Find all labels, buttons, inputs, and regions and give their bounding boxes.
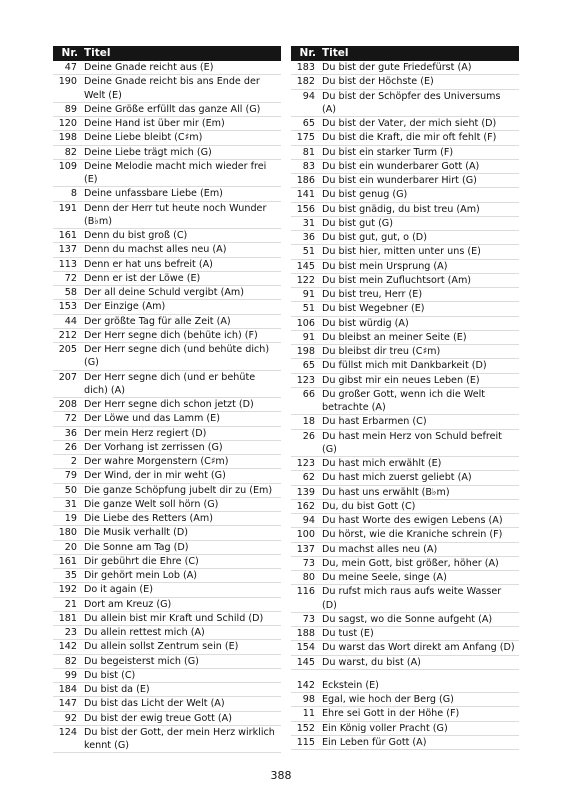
table-header xyxy=(291,46,519,61)
song-title: Du tust (E) xyxy=(322,628,374,639)
song-title: Du meine Seele, singe (A) xyxy=(322,572,447,583)
song-number: 36 xyxy=(64,427,77,439)
song-number: 20 xyxy=(64,541,77,553)
song-title: Die ganze Welt soll hörn (G) xyxy=(84,498,219,510)
song-number: 198 xyxy=(296,346,315,357)
song-number: 145 xyxy=(296,260,315,272)
song-title: Die Liebe des Retters (Am) xyxy=(84,513,213,524)
table-row xyxy=(53,146,281,160)
table-row xyxy=(291,736,519,750)
index-column-right xyxy=(291,46,519,750)
song-number: 23 xyxy=(64,627,77,638)
table-row xyxy=(291,260,519,274)
song-title: Denn er ist der Löwe (E) xyxy=(84,272,201,284)
song-number: 190 xyxy=(58,76,77,88)
table-row xyxy=(291,585,519,613)
song-title: Deine Melodie macht mich wieder frei (E) xyxy=(84,160,267,185)
table-row xyxy=(291,90,519,118)
table-row xyxy=(53,286,281,300)
song-title: Du bist ein wunderbarer Hirt (G) xyxy=(322,175,477,186)
song-title: Du bist (C) xyxy=(84,669,136,681)
song-title: Du gibst mir ein neues Leben (E) xyxy=(322,374,480,386)
song-title: Du großer Gott, wenn ich die Welt betrachte (A) xyxy=(322,388,486,413)
song-title: Du füllst mich mit Dankbarkeit (D) xyxy=(322,360,487,372)
song-number: 142 xyxy=(58,641,77,653)
song-number: 120 xyxy=(58,118,77,129)
table-row xyxy=(291,75,519,89)
song-number: 123 xyxy=(296,458,315,469)
song-number: 94 xyxy=(302,515,315,526)
song-title: Der Herr segne dich (behüte ich) (F) xyxy=(84,329,258,341)
table-row xyxy=(53,371,281,399)
song-number: 89 xyxy=(64,103,77,115)
table-row xyxy=(53,329,281,343)
song-number: 145 xyxy=(296,656,315,668)
table-row xyxy=(291,331,519,345)
song-number: 115 xyxy=(296,736,315,748)
song-title: Du bist ein wunderbarer Gott (A) xyxy=(322,160,480,172)
song-number: 72 xyxy=(64,413,77,425)
song-number: 198 xyxy=(58,132,77,144)
table-row xyxy=(53,117,281,131)
song-number: 82 xyxy=(64,146,77,158)
table-row xyxy=(291,641,519,655)
song-number: 175 xyxy=(296,132,315,144)
table-row xyxy=(291,203,519,217)
song-number: 62 xyxy=(302,472,315,484)
song-title: Du bist genug (G) xyxy=(322,189,408,201)
song-title: Do it again (E) xyxy=(84,584,153,596)
table-row xyxy=(291,693,519,707)
song-number: 142 xyxy=(296,679,315,691)
song-number: 152 xyxy=(296,722,315,734)
table-row xyxy=(53,412,281,426)
table-row xyxy=(291,131,519,145)
table-row xyxy=(53,526,281,540)
song-number: 207 xyxy=(58,371,77,383)
song-title: Du hast mein Herz von Schuld befreit (G) xyxy=(322,430,502,455)
song-title: Du bist mein Zufluchtsort (Am) xyxy=(322,274,472,286)
song-title: Du bist der Höchste (E) xyxy=(322,76,434,88)
table-row xyxy=(53,61,281,75)
song-number: 31 xyxy=(64,498,77,510)
header-nr: Nr. xyxy=(299,47,316,59)
song-title: Du hörst, wie die Kraniche schrein (F) xyxy=(322,529,503,541)
song-number: 51 xyxy=(302,246,315,258)
song-number: 186 xyxy=(296,175,315,186)
song-number: 66 xyxy=(302,388,315,400)
song-title: Du hast Erbarmen (C) xyxy=(322,416,427,428)
song-title: Denn du bist groß (C) xyxy=(84,230,188,241)
table-row xyxy=(53,160,281,188)
song-title: Du bist das Licht der Welt (A) xyxy=(84,698,225,710)
table-row xyxy=(53,427,281,441)
song-title: Der Löwe und das Lamm (E) xyxy=(84,413,220,425)
song-title: Der Vorhang ist zerrissen (G) xyxy=(84,441,223,453)
song-number: 139 xyxy=(296,486,315,498)
song-title: Du sagst, wo die Sonne aufgeht (A) xyxy=(322,613,493,625)
table-row xyxy=(291,160,519,174)
table-row xyxy=(53,683,281,697)
table-row xyxy=(53,655,281,669)
table-row xyxy=(53,258,281,272)
table-row xyxy=(53,343,281,371)
table-row xyxy=(291,571,519,585)
table-row xyxy=(53,103,281,117)
song-title: Ehre sei Gott in der Höhe (F) xyxy=(322,708,460,720)
song-title: Du rufst mich raus aufs weite Wasser (D) xyxy=(322,586,502,611)
table-row xyxy=(291,557,519,571)
table-row xyxy=(53,229,281,243)
table-row xyxy=(291,117,519,131)
table-row xyxy=(53,612,281,626)
table-row xyxy=(291,486,519,500)
song-number: 208 xyxy=(58,399,77,410)
table-row xyxy=(291,613,519,627)
song-number: 18 xyxy=(302,416,315,428)
song-title: Deine Liebe trägt mich (G) xyxy=(84,146,212,158)
header-nr: Nr. xyxy=(61,47,78,59)
table-row xyxy=(53,484,281,498)
song-number: 58 xyxy=(64,287,77,298)
table-row xyxy=(291,528,519,542)
song-title: Du warst das Wort direkt am Anfang (D) xyxy=(322,642,515,654)
song-number: 182 xyxy=(296,76,315,88)
table-row xyxy=(53,300,281,314)
table-row xyxy=(291,457,519,471)
song-number: 180 xyxy=(58,527,77,539)
song-title: Denn er hat uns befreit (A) xyxy=(84,258,213,270)
song-number: 184 xyxy=(58,684,77,695)
song-number: 51 xyxy=(302,303,315,315)
song-number: 35 xyxy=(64,570,77,581)
song-title: Deine Größe erfüllt das ganze All (G) xyxy=(84,103,261,115)
table-row xyxy=(53,541,281,555)
index-column-left xyxy=(53,46,281,753)
table-row xyxy=(291,317,519,331)
table-row xyxy=(53,75,281,103)
table-row xyxy=(291,345,519,359)
table-row xyxy=(53,202,281,230)
song-number: 147 xyxy=(58,698,77,710)
song-title: Du bist gut (G) xyxy=(322,217,393,229)
song-number: 8 xyxy=(70,188,77,200)
song-title: Du allein sollst Zentrum sein (E) xyxy=(84,641,239,653)
song-title: Du bist Wegebner (E) xyxy=(322,303,425,315)
song-title: Du bist gnädig, du bist treu (Am) xyxy=(322,203,480,215)
table-row xyxy=(291,359,519,373)
table-row xyxy=(291,174,519,188)
header-title: Titel xyxy=(322,47,349,59)
table-row xyxy=(291,245,519,259)
song-number: 73 xyxy=(302,613,315,625)
song-title: Dir gehört mein Lob (A) xyxy=(84,570,198,581)
song-title: Du, du bist Gott (C) xyxy=(322,500,416,512)
song-title: Du bleibst dir treu (C♯m) xyxy=(322,346,441,357)
song-number: 153 xyxy=(58,301,77,313)
song-title: Deine Gnade reicht aus (E) xyxy=(84,62,214,73)
song-number: 137 xyxy=(296,543,315,555)
song-title: Du machst alles neu (A) xyxy=(322,543,438,555)
song-title: Deine Hand ist über mir (Em) xyxy=(84,118,225,129)
song-list-left xyxy=(53,61,281,753)
table-row xyxy=(291,302,519,316)
song-title: Denn du machst alles neu (A) xyxy=(84,244,227,256)
table-row xyxy=(291,722,519,736)
song-title: Der mein Herz regiert (D) xyxy=(84,427,207,439)
song-title: Du bist ein starker Turm (F) xyxy=(322,146,454,158)
table-row xyxy=(53,669,281,683)
table-row xyxy=(291,146,519,160)
song-number: 183 xyxy=(296,62,315,73)
song-number: 162 xyxy=(296,500,315,512)
song-title: Du bist mein Ursprung (A) xyxy=(322,260,448,272)
song-title: Der größte Tag für alle Zeit (A) xyxy=(84,315,231,327)
song-number: 141 xyxy=(296,189,315,201)
song-number: 65 xyxy=(302,360,315,372)
song-title: Dort am Kreuz (G) xyxy=(84,598,172,610)
song-title: Du bist der Gott, der mein Herz wirklich kennt (G) xyxy=(84,726,275,751)
table-row xyxy=(53,131,281,145)
song-title: Die Sonne am Tag (D) xyxy=(84,541,189,553)
table-row xyxy=(53,626,281,640)
table-row xyxy=(291,388,519,416)
table-row xyxy=(291,61,519,75)
song-title: Eckstein (E) xyxy=(322,679,379,691)
song-number: 91 xyxy=(302,331,315,343)
table-row xyxy=(53,583,281,597)
song-title: Du begeisterst mich (G) xyxy=(84,655,199,667)
song-number: 44 xyxy=(64,315,77,327)
table-row xyxy=(53,315,281,329)
song-title: Der Wind, der in mir weht (G) xyxy=(84,470,226,482)
song-number: 31 xyxy=(302,217,315,229)
song-number: 26 xyxy=(302,430,315,442)
page-number: 388 xyxy=(270,769,292,782)
song-title: Die ganze Schöpfung jubelt dir zu (Em) xyxy=(84,484,273,496)
song-number: 113 xyxy=(58,258,77,270)
song-number: 181 xyxy=(58,612,77,624)
table-row xyxy=(291,374,519,388)
song-number: 19 xyxy=(64,513,77,524)
song-title: Ein Leben für Gott (A) xyxy=(322,736,427,748)
song-number: 11 xyxy=(302,708,315,720)
song-number: 73 xyxy=(302,557,315,569)
table-row xyxy=(53,469,281,483)
song-title: Der Einzige (Am) xyxy=(84,301,166,313)
song-number: 188 xyxy=(296,628,315,639)
song-title: Die Musik verhallt (D) xyxy=(84,527,188,539)
song-number: 80 xyxy=(302,572,315,583)
table-row xyxy=(53,697,281,711)
song-title: Du, mein Gott, bist größer, höher (A) xyxy=(322,557,499,569)
table-row xyxy=(291,188,519,202)
song-number: 91 xyxy=(302,289,315,300)
song-title: Du bist die Kraft, die mir oft fehlt (F) xyxy=(322,132,497,144)
song-number: 212 xyxy=(58,329,77,341)
song-title: Der wahre Morgenstern (C♯m) xyxy=(84,456,229,467)
song-title: Du bist gut, gut, o (D) xyxy=(322,232,427,243)
song-number: 26 xyxy=(64,441,77,453)
song-number: 98 xyxy=(302,694,315,705)
song-title: Du allein rettest mich (A) xyxy=(84,627,205,638)
table-row xyxy=(53,512,281,526)
table-row xyxy=(53,712,281,726)
song-number: 192 xyxy=(58,584,77,596)
table-row xyxy=(53,555,281,569)
table-row xyxy=(53,272,281,286)
song-number: 123 xyxy=(296,374,315,386)
song-title: Ein König voller Pracht (G) xyxy=(322,722,448,734)
song-number: 156 xyxy=(296,203,315,215)
table-row xyxy=(291,679,519,693)
table-row xyxy=(291,500,519,514)
song-number: 94 xyxy=(302,90,315,102)
song-title: Du bist der ewig treue Gott (A) xyxy=(84,712,232,724)
table-row xyxy=(291,430,519,458)
song-number: 109 xyxy=(58,160,77,172)
song-title: Egal, wie hoch der Berg (G) xyxy=(322,694,454,705)
section-gap xyxy=(291,670,519,679)
song-title: Du hast mich zuerst geliebt (A) xyxy=(322,472,472,484)
song-title: Du bist da (E) xyxy=(84,684,150,695)
song-number: 81 xyxy=(302,146,315,158)
header-title: Titel xyxy=(84,47,111,59)
song-number: 100 xyxy=(296,529,315,541)
table-row xyxy=(53,243,281,257)
song-number: 116 xyxy=(296,586,315,598)
song-number: 21 xyxy=(64,598,77,610)
song-number: 205 xyxy=(58,344,77,355)
song-number: 99 xyxy=(64,669,77,681)
table-row xyxy=(291,543,519,557)
song-number: 65 xyxy=(302,118,315,129)
song-number: 92 xyxy=(64,712,77,724)
song-title: Deine Liebe bleibt (C♯m) xyxy=(84,132,203,144)
table-row xyxy=(291,471,519,485)
song-title: Du bist der Vater, der mich sieht (D) xyxy=(322,118,497,129)
table-row xyxy=(291,627,519,641)
song-number: 124 xyxy=(58,726,77,738)
table-row xyxy=(53,569,281,583)
song-number: 122 xyxy=(296,274,315,286)
table-row xyxy=(53,640,281,654)
song-number: 79 xyxy=(64,470,77,482)
song-title: Deine unfassbare Liebe (Em) xyxy=(84,188,223,200)
song-number: 82 xyxy=(64,655,77,667)
song-title: Du bist hier, mitten unter uns (E) xyxy=(322,246,481,258)
song-title: Du allein bist mir Kraft und Schild (D) xyxy=(84,612,264,624)
song-number: 154 xyxy=(296,642,315,654)
table-row xyxy=(53,187,281,201)
table-row xyxy=(291,514,519,528)
table-row xyxy=(53,726,281,754)
song-number: 106 xyxy=(296,317,315,329)
song-list-right xyxy=(291,61,519,750)
song-number: 50 xyxy=(64,484,77,496)
song-title: Der Herr segne dich (und er behüte dich) (A) xyxy=(84,371,256,396)
song-title: Dir gebührt die Ehre (C) xyxy=(84,555,199,567)
song-title: Der Herr segne dich (und behüte dich) (G) xyxy=(84,344,270,369)
song-title: Du hast mich erwählt (E) xyxy=(322,458,442,469)
song-title: Du bist treu, Herr (E) xyxy=(322,289,423,300)
song-number: 137 xyxy=(58,244,77,256)
table-row xyxy=(53,598,281,612)
song-number: 161 xyxy=(58,555,77,567)
song-number: 191 xyxy=(58,202,77,214)
table-row xyxy=(291,231,519,245)
song-title: Du bleibst an meiner Seite (E) xyxy=(322,331,467,343)
song-title: Du bist würdig (A) xyxy=(322,317,409,329)
song-title: Deine Gnade reicht bis ans Ende der Welt (E) xyxy=(84,76,260,101)
song-number: 161 xyxy=(58,230,77,241)
song-title: Du hast uns erwählt (B♭m) xyxy=(322,486,450,498)
table-row xyxy=(53,455,281,469)
song-number: 2 xyxy=(70,456,77,467)
song-number: 83 xyxy=(302,160,315,172)
table-header xyxy=(53,46,281,61)
table-row xyxy=(291,415,519,429)
song-title: Du warst, du bist (A) xyxy=(322,656,421,668)
table-row xyxy=(291,217,519,231)
table-row xyxy=(291,288,519,302)
song-number: 36 xyxy=(302,232,315,243)
song-number: 72 xyxy=(64,272,77,284)
song-title: Du bist der Schöpfer des Universums (A) xyxy=(322,90,501,115)
table-row xyxy=(53,498,281,512)
song-title: Du hast Worte des ewigen Lebens (A) xyxy=(322,515,503,526)
song-number: 47 xyxy=(64,62,77,73)
table-row xyxy=(291,656,519,670)
song-title: Denn der Herr tut heute noch Wunder (B♭m) xyxy=(84,202,267,227)
table-row xyxy=(53,441,281,455)
table-row xyxy=(53,398,281,412)
table-row xyxy=(291,274,519,288)
table-row xyxy=(291,707,519,721)
song-title: Der all deine Schuld vergibt (Am) xyxy=(84,287,244,298)
song-title: Du bist der gute Friedefürst (A) xyxy=(322,62,472,73)
song-title: Der Herr segne dich schon jetzt (D) xyxy=(84,399,254,410)
